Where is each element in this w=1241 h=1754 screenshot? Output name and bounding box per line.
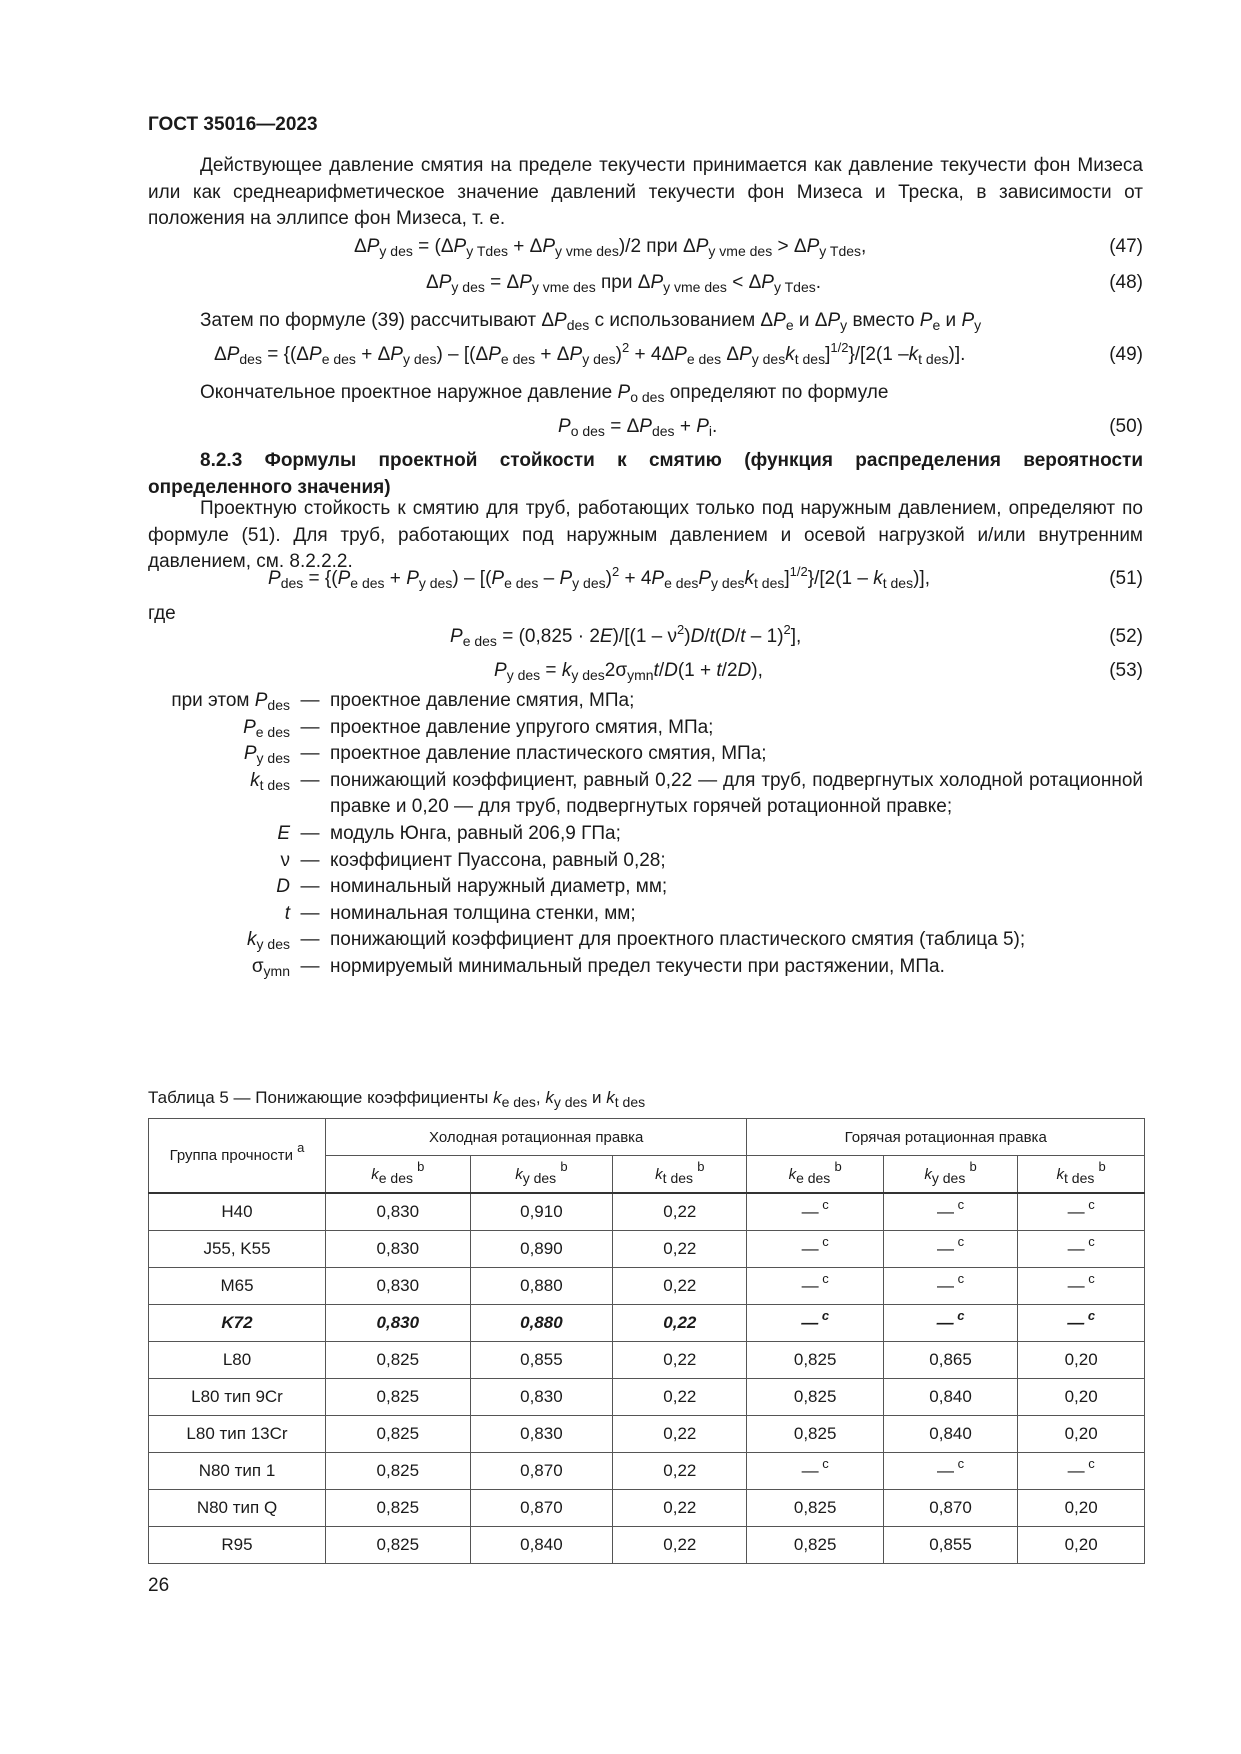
table-cell: 0,830	[470, 1379, 613, 1416]
table-cell: — $^c$	[883, 1453, 1017, 1490]
eq-number: (48)	[1109, 272, 1143, 293]
equation-51: $P_{des} = \{(P_{e des} + P_{y des}) - [(P_{e des} - P_{y des})^2 + 4P_{e des}P_{y des}k_{t des}]^{1/2}\}/[2(1 - k_{t des})]$, (51)	[268, 564, 1143, 591]
table-cell: L80 тип 13Cr	[149, 1416, 326, 1453]
table-row	[149, 1379, 1145, 1416]
eq-number: (53)	[1109, 660, 1143, 681]
table-row	[149, 1231, 1145, 1268]
table-cell: 0,825	[326, 1342, 471, 1379]
equation-50: $P_{o des} = \Delta P_{des} + P_i$. (50)	[558, 416, 1143, 439]
table-row	[149, 1527, 1145, 1564]
col-ky-cold: $k_{y des}$ $^b$	[470, 1156, 613, 1194]
table-cell: 0,22	[613, 1193, 747, 1231]
table-cell: 0,865	[883, 1342, 1017, 1379]
hot-straightening-header: Горячая ротационная правка	[747, 1119, 1145, 1156]
definition-item: ν — коэффициент Пуассона, равный 0,28;	[280, 849, 666, 871]
equation-49: $\Delta P_{des} = \{(\Delta P_{e des} + \Delta P_{y des}) - [(\Delta P_{e des} + \Delta P_{y des})^2 + 4\Delta P_{e des}$ $\Delta P_{y des}k_{t des}]^{1/2}\}/[2(1$ $-k_{t des}$)]. (49)	[214, 340, 1143, 367]
table-cell: 0,840	[470, 1527, 613, 1564]
table-row	[149, 1342, 1145, 1379]
table-cell: 0,830	[326, 1268, 471, 1305]
reduction-coefficients-table	[148, 1118, 1145, 1564]
where-label: где	[148, 603, 176, 624]
table-cell: 0,825	[747, 1490, 883, 1527]
table-cell: 0,20	[1018, 1342, 1145, 1379]
definition-item: $P_{e des}$ — проектное давление упругого смятия, МПа;	[243, 716, 714, 740]
col-kt-cold: $k_{t des}$ $^b$	[613, 1156, 747, 1194]
col-ke-cold: $k_{e des}$ $^b$	[326, 1156, 471, 1194]
table-row	[149, 1416, 1145, 1453]
table-cell: 0,880	[470, 1268, 613, 1305]
table-cell: — $^c$	[883, 1268, 1017, 1305]
table-cell: 0,870	[470, 1453, 613, 1490]
table-row	[149, 1193, 1145, 1231]
page-number: 26	[148, 1575, 170, 1596]
table-cell: L80 тип 9Cr	[149, 1379, 326, 1416]
table-cell: — $^c$	[883, 1305, 1017, 1342]
table-cell: 0,855	[470, 1342, 613, 1379]
table-cell: J55, K55	[149, 1231, 326, 1268]
table-cell: N80 тип Q	[149, 1490, 326, 1527]
eq-number: (50)	[1109, 416, 1143, 437]
paragraph-final-pressure: Окончательное проектное наружное давление $P_{o des}$ определяют по формуле	[200, 382, 889, 405]
eq-number: (49)	[1109, 344, 1143, 365]
table-cell: — $^c$	[747, 1453, 883, 1490]
definition-item: $k_{t des}$ — понижающий коэффициент, равный 0,22 — для труб, подвергнутых холодной ротационной правке и 0,20 — для труб, подвергнутых горячей ротационной правке;	[250, 769, 1143, 818]
definition-item: t — номинальная толщина стенки, мм;	[284, 902, 636, 924]
table-row	[149, 1490, 1145, 1527]
table-cell: 0,825	[326, 1490, 471, 1527]
paragraph-design-resistance: Проектную стойкость к смятию для труб, работающих только под наружным давлением, определяют по формуле (51). Для труб, работающих под наружным давлением и осевой нагрузкой и/или внутренним давлением, см. 8.2.2.2.	[148, 498, 1143, 573]
definitions-list	[148, 688, 1143, 981]
table-cell: — $^c$	[1018, 1193, 1145, 1231]
table-cell: 0,20	[1018, 1527, 1145, 1564]
table-cell: — $^c$	[747, 1305, 883, 1342]
table-cell: 0,910	[470, 1193, 613, 1231]
paragraph-formula-39: Затем по формуле (39) рассчитывают $\Delta P_{des}$ с использованием $\Delta P_e$ и $\Delta P_y$ вместо $P_e$ и $P_y$	[200, 310, 982, 333]
table-cell: — $^c$	[747, 1231, 883, 1268]
col-ky-hot: $k_{y des}$ $^b$	[883, 1156, 1017, 1194]
col-kt-hot: $k_{t des}$ $^b$	[1018, 1156, 1145, 1194]
table-cell: 0,22	[613, 1305, 747, 1342]
table-cell: K72	[149, 1305, 326, 1342]
table-cell: — $^c$	[1018, 1231, 1145, 1268]
table-cell: 0,22	[613, 1416, 747, 1453]
intro-paragraph: Действующее давление смятия на пределе текучести принимается как давление текучести фон Мизеса или как среднеарифметическое значение давлений текучести фон Мизеса и Треска, в зависимости от положения на эллипсе фон Мизеса, т. е.	[148, 155, 1143, 230]
table-cell: R95	[149, 1527, 326, 1564]
table-cell: 0,20	[1018, 1416, 1145, 1453]
table-cell: 0,22	[613, 1453, 747, 1490]
table-cell: 0,855	[883, 1527, 1017, 1564]
document-header: ГОСТ 35016—2023	[148, 114, 318, 135]
table-cell: 0,830	[326, 1305, 471, 1342]
table-cell: 0,840	[883, 1379, 1017, 1416]
table-cell: 0,870	[883, 1490, 1017, 1527]
table-row	[149, 1453, 1145, 1490]
definition-item: $k_{y des}$ — понижающий коэффициент для проектного пластического смятия (таблица 5);	[247, 929, 1026, 953]
cold-straightening-header: Холодная ротационная правка	[326, 1119, 747, 1156]
table-cell: 0,825	[326, 1453, 471, 1490]
definition-item: $P_{y des}$ — проектное давление пластического смятия, МПа;	[243, 743, 767, 767]
table-row	[149, 1268, 1145, 1305]
table-cell: 0,22	[613, 1490, 747, 1527]
table-cell: 0,840	[883, 1416, 1017, 1453]
eq-number: (52)	[1109, 626, 1143, 647]
table-cell: — $^c$	[1018, 1268, 1145, 1305]
table-caption: Таблица 5 — Понижающие коэффициенты $k_{e des}$, $k_{y des}$ и $k_{t des}$	[148, 1088, 646, 1110]
table-cell: 0,830	[470, 1416, 613, 1453]
table-cell: 0,22	[613, 1379, 747, 1416]
table-cell: 0,825	[747, 1342, 883, 1379]
table-cell: 0,22	[613, 1342, 747, 1379]
section-title: 8.2.3 Формулы проектной стойкости к смятию (функция распределения вероятности определенного значения)	[148, 450, 1143, 498]
table-cell: 0,825	[747, 1416, 883, 1453]
table-cell: — $^c$	[1018, 1453, 1145, 1490]
table-cell: 0,825	[747, 1527, 883, 1564]
table-cell: H40	[149, 1193, 326, 1231]
table-cell: — $^c$	[883, 1231, 1017, 1268]
table-cell: 0,825	[326, 1416, 471, 1453]
table-row	[149, 1305, 1145, 1342]
table-cell: 0,830	[326, 1193, 471, 1231]
definition-item: при этом $P_{des}$ — проектное давление смятия, МПа;	[171, 690, 635, 713]
equation-52: $P_{e des} = (0,825 \cdot 2E)/[(1 - \nu^2)D/t(D/t - 1)^2]$, (52)	[450, 622, 1143, 649]
eq-number: (51)	[1109, 568, 1143, 589]
table-cell: 0,880	[470, 1305, 613, 1342]
table-cell: 0,22	[613, 1268, 747, 1305]
table-cell: 0,825	[747, 1379, 883, 1416]
definition-item: E — модуль Юнга, равный 206,9 ГПа;	[277, 822, 621, 844]
table-cell: 0,825	[326, 1379, 471, 1416]
table-cell: — $^c$	[747, 1268, 883, 1305]
equation-47: $\Delta P_{y des} = (\Delta P_{y Tdes} + \Delta P_{y vme des})/2$ при $\Delta P_{y vme des} > \Delta P_{y Tdes}$, (47)	[354, 236, 1143, 259]
table-cell: L80	[149, 1342, 326, 1379]
table-cell: 0,890	[470, 1231, 613, 1268]
table-cell: N80 тип 1	[149, 1453, 326, 1490]
table-cell: 0,20	[1018, 1379, 1145, 1416]
table-cell: — $^c$	[747, 1193, 883, 1231]
table-cell: 0,20	[1018, 1490, 1145, 1527]
table-cell: 0,22	[613, 1231, 747, 1268]
table-cell: 0,830	[326, 1231, 471, 1268]
table-cell: — $^c$	[1018, 1305, 1145, 1342]
col-ke-hot: $k_{e des}$ $^b$	[747, 1156, 883, 1194]
definition-item: D — номинальный наружный диаметр, мм;	[276, 876, 668, 898]
table-cell: 0,22	[613, 1527, 747, 1564]
table-cell: M65	[149, 1268, 326, 1305]
equation-48: $\Delta P_{y des} = \Delta P_{y vme des}$ при $\Delta P_{y vme des} < \Delta P_{y Tdes}$. (48)	[426, 272, 1143, 295]
group-header: Группа прочности $^a$	[149, 1119, 326, 1194]
equation-53: $P_{y des} = k_{y des}2\sigma_{ymn}t/D(1 + t/2D)$, (53)	[494, 660, 1143, 683]
table-cell: 0,870	[470, 1490, 613, 1527]
table-cell: — $^c$	[883, 1193, 1017, 1231]
table-cell: 0,825	[326, 1527, 471, 1564]
definition-item: $\sigma_{ymn}$ — нормируемый минимальный предел текучести при растяжении, МПа.	[251, 955, 945, 979]
eq-number: (47)	[1109, 236, 1143, 257]
